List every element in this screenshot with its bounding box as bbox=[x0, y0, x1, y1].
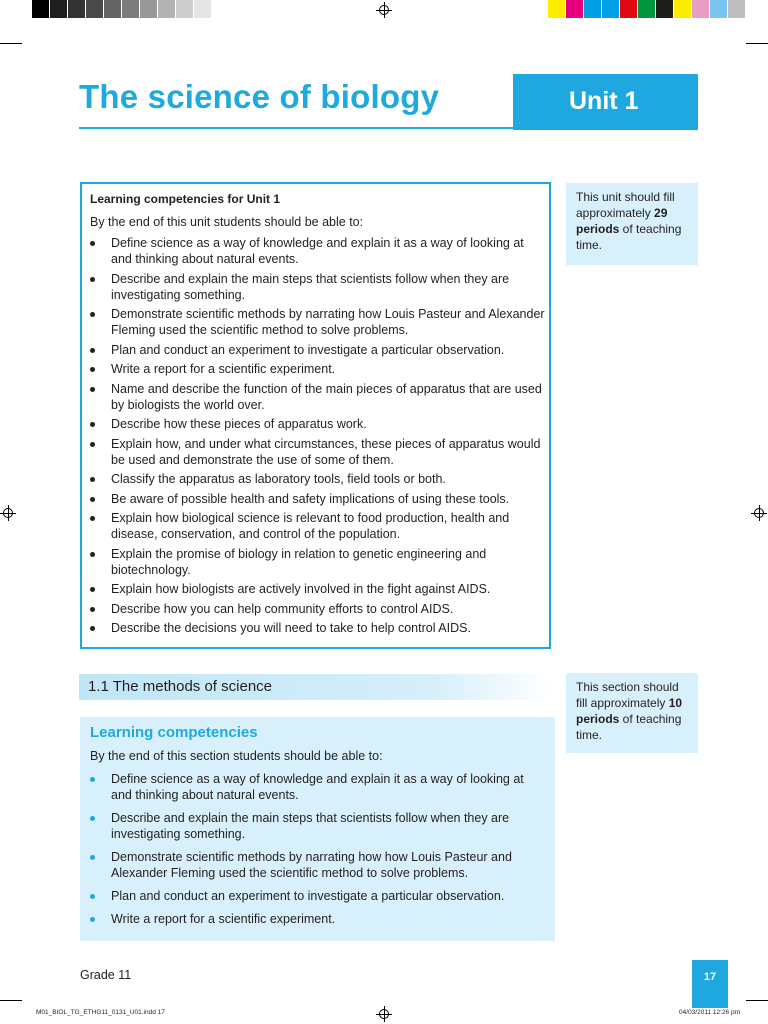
color-swatch bbox=[728, 0, 745, 18]
unit-competencies-list bbox=[90, 235, 545, 640]
color-swatch bbox=[692, 0, 709, 18]
list-item bbox=[90, 491, 545, 507]
page-number: 17 bbox=[692, 960, 728, 1008]
list-item bbox=[90, 546, 545, 578]
bullet-icon bbox=[90, 477, 95, 482]
list-item bbox=[90, 771, 545, 803]
list-item bbox=[90, 342, 545, 358]
list-item-text: Plan and conduct an experiment to investigate a particular observation. bbox=[111, 889, 505, 903]
list-item-text: Classify the apparatus as laboratory tools, field tools or both. bbox=[111, 472, 446, 486]
list-item-text: Demonstrate scientific methods by narrating how how Louis Pasteur and Alexander Fleming used the scientific method to solve problems. bbox=[111, 850, 512, 880]
color-swatch bbox=[638, 0, 655, 18]
list-item-text: Define science as a way of knowledge and explain it as a way of looking at and thinking about natural events. bbox=[111, 236, 524, 266]
color-swatch bbox=[548, 0, 565, 18]
bullet-icon bbox=[90, 348, 95, 353]
list-item-text: Describe and explain the main steps that scientists follow when they are investigating something. bbox=[111, 271, 510, 302]
list-item-text: Write a report for a scientific experiment. bbox=[111, 362, 336, 376]
registration-mark-icon bbox=[0, 505, 16, 521]
list-item-text: Name and describe the function of the main pieces of apparatus that are used by biologists the world over. bbox=[111, 381, 542, 412]
list-item-text: Describe how these pieces of apparatus work. bbox=[111, 417, 367, 431]
unit-tab bbox=[513, 74, 698, 130]
list-item-text: Describe and explain the main steps that scientists follow when they are investigating something. bbox=[111, 811, 510, 841]
section-competencies-intro: By the end of this section students should be able to: bbox=[90, 749, 383, 763]
list-item bbox=[90, 911, 545, 927]
bullet-icon bbox=[90, 626, 95, 631]
list-item bbox=[90, 381, 545, 413]
section-heading-bar bbox=[79, 674, 551, 700]
color-swatch bbox=[122, 0, 139, 18]
bullet-icon bbox=[90, 277, 95, 282]
bullet-icon bbox=[90, 777, 95, 782]
color-swatch bbox=[620, 0, 637, 18]
list-item bbox=[90, 849, 545, 881]
list-item bbox=[90, 271, 545, 303]
list-item-text: Demonstrate scientific methods by narrating how Louis Pasteur and Alexander Fleming used the scientific method to solve problems. bbox=[111, 307, 545, 337]
bullet-icon bbox=[90, 241, 95, 246]
crop-mark bbox=[0, 43, 22, 44]
color-swatch bbox=[50, 0, 67, 18]
bullet-icon bbox=[90, 516, 95, 521]
color-swatch bbox=[566, 0, 583, 18]
color-swatch bbox=[710, 0, 727, 18]
bullet-icon bbox=[90, 312, 95, 317]
bullet-icon bbox=[90, 894, 95, 899]
bullet-icon bbox=[90, 387, 95, 392]
registration-mark-icon bbox=[376, 1006, 392, 1022]
list-item bbox=[90, 436, 545, 468]
section-competencies-list bbox=[90, 771, 545, 934]
note-text: This unit should fill approximately bbox=[576, 190, 675, 220]
color-swatch bbox=[176, 0, 193, 18]
list-item-text: Be aware of possible health and safety implications of using these tools. bbox=[111, 491, 510, 506]
list-item-text: Explain the promise of biology in relation to genetic engineering and biotechnology. bbox=[111, 546, 487, 577]
bullet-icon bbox=[90, 816, 95, 821]
list-item-text: Explain how biologists are actively involved in the fight against AIDS. bbox=[111, 582, 491, 596]
list-item bbox=[90, 620, 545, 636]
color-swatch bbox=[104, 0, 121, 18]
color-swatch bbox=[584, 0, 601, 18]
bullet-icon bbox=[90, 497, 95, 502]
list-item bbox=[90, 888, 545, 904]
bullet-icon bbox=[90, 367, 95, 372]
list-item bbox=[90, 416, 545, 432]
list-item-text: Explain how, and under what circumstances, these pieces of apparatus would be used and demonstrate the use of some of them. bbox=[111, 436, 541, 467]
crop-mark bbox=[746, 43, 768, 44]
color-swatch bbox=[68, 0, 85, 18]
list-item bbox=[90, 581, 545, 597]
list-item-text: Plan and conduct an experiment to investigate a particular observation. bbox=[111, 342, 505, 357]
list-item bbox=[90, 601, 545, 617]
color-swatch bbox=[158, 0, 175, 18]
section-title: 1.1 The methods of science bbox=[88, 678, 272, 695]
list-item bbox=[90, 810, 545, 842]
color-swatch bbox=[194, 0, 211, 18]
crop-mark bbox=[746, 1000, 768, 1001]
unit-competencies-heading: Learning competencies for Unit 1 bbox=[90, 192, 281, 206]
bullet-icon bbox=[90, 607, 95, 612]
color-swatch bbox=[140, 0, 157, 18]
page-title: The science of biology bbox=[79, 78, 440, 115]
unit-competencies-intro: By the end of this unit students should be able to: bbox=[90, 215, 364, 229]
list-item-text: Describe the decisions you will need to take to help control AIDS. bbox=[111, 621, 471, 635]
slug-date: 04/03/2011 12:26 pm bbox=[679, 1009, 740, 1016]
section-periods-note bbox=[566, 673, 698, 753]
bullet-icon bbox=[90, 917, 95, 922]
bullet-icon bbox=[90, 422, 95, 427]
section-competencies-heading: Learning competencies bbox=[90, 724, 258, 741]
color-swatch bbox=[32, 0, 49, 18]
bullet-icon bbox=[90, 587, 95, 592]
unit-periods-note bbox=[566, 183, 698, 265]
list-item-text: Explain how biological science is relevant to food production, health and disease, conservation, and control of the population. bbox=[111, 511, 510, 541]
periods-count: 10 periods bbox=[576, 696, 683, 726]
bullet-icon bbox=[90, 442, 95, 447]
registration-mark-icon bbox=[751, 505, 767, 521]
list-item-text: Describe how you can help community efforts to control AIDS. bbox=[111, 601, 454, 616]
unit-label: Unit 1 bbox=[569, 87, 639, 115]
color-swatch bbox=[602, 0, 619, 18]
list-item bbox=[90, 235, 545, 267]
crop-mark bbox=[0, 1000, 22, 1001]
bullet-icon bbox=[90, 552, 95, 557]
color-swatch bbox=[86, 0, 103, 18]
list-item-text: Write a report for a scientific experiment. bbox=[111, 912, 336, 926]
grade-label: Grade 11 bbox=[80, 968, 132, 982]
note-text: of teaching time. bbox=[576, 712, 682, 742]
note-text: of teaching time. bbox=[576, 222, 682, 252]
list-item bbox=[90, 471, 545, 487]
slug-file-name: M01_BIOL_TG_ETHG11_0131_U01.indd 17 bbox=[36, 1009, 165, 1016]
periods-count: 29 periods bbox=[576, 206, 668, 236]
list-item-text: Define science as a way of knowledge and explain it as a way of looking at and thinking about natural events. bbox=[111, 772, 524, 802]
color-swatch bbox=[656, 0, 673, 18]
list-item bbox=[90, 361, 545, 377]
note-text: This section should fill approximately bbox=[576, 680, 679, 710]
bullet-icon bbox=[90, 855, 95, 860]
color-swatch bbox=[674, 0, 691, 18]
list-item bbox=[90, 306, 545, 338]
list-item bbox=[90, 510, 545, 542]
title-underline bbox=[79, 127, 513, 129]
registration-mark-icon bbox=[376, 2, 392, 18]
